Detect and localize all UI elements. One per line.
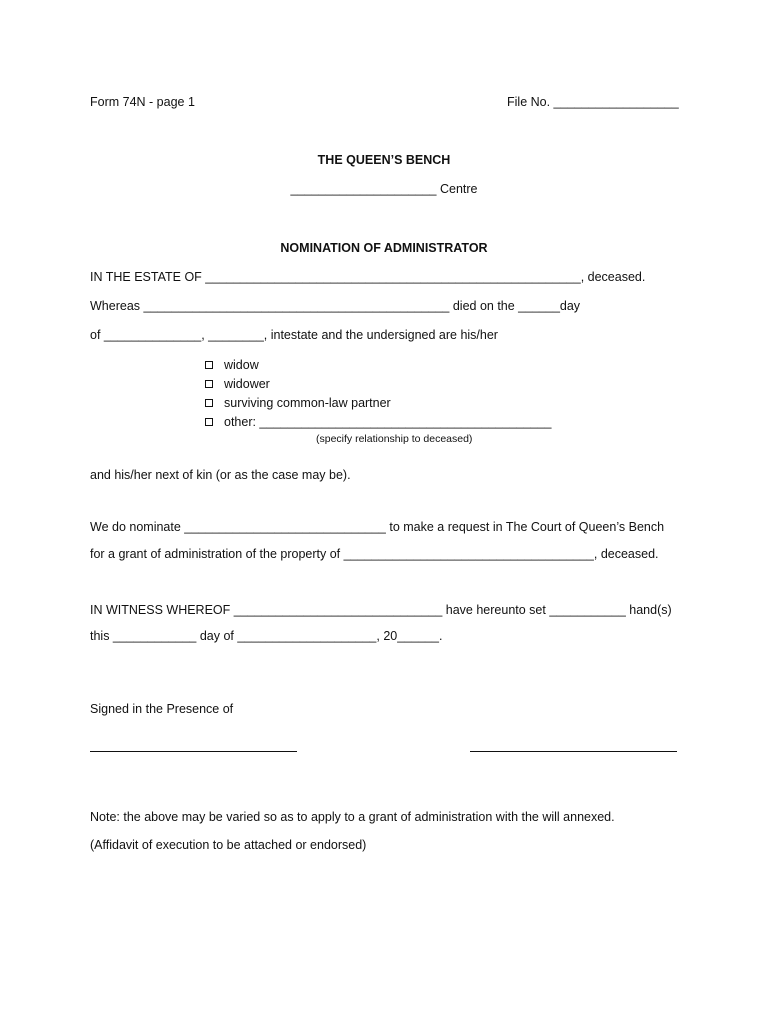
date-intestate-line[interactable]: of ______________, ________, intestate and the undersigned are his/her — [90, 328, 498, 342]
date-line[interactable]: this ____________ day of ____________________, 20______. — [90, 629, 443, 643]
checklist-label[interactable]: other: __________________________________________ — [224, 414, 552, 429]
next-of-kin-line: and his/her next of kin (or as the case may be). — [90, 468, 351, 482]
court-name: THE QUEEN’S BENCH — [317, 153, 451, 167]
signatory-signature-line[interactable] — [470, 751, 677, 752]
document-title: NOMINATION OF ADMINISTRATOR — [280, 241, 488, 255]
checkbox[interactable] — [205, 399, 213, 407]
specify-relationship-note: (specify relationship to deceased) — [316, 433, 473, 445]
checklist-item-common-law-partner[interactable] — [205, 393, 551, 412]
estate-line[interactable]: IN THE ESTATE OF ______________________________________________________, deceased. — [90, 270, 646, 284]
file-number-field[interactable]: File No. __________________ — [507, 95, 679, 109]
checklist-item-other[interactable] — [205, 412, 551, 431]
checklist-label: widower — [224, 376, 270, 391]
checklist-item-widower[interactable] — [205, 374, 551, 393]
nominate-line[interactable]: We do nominate _____________________________ to make a request in The Court of Queen’s Bench — [90, 520, 665, 534]
affidavit-note: (Affidavit of execution to be attached or endorsed) — [90, 838, 367, 852]
checkbox[interactable] — [205, 361, 213, 369]
form-label: Form 74N - page 1 — [90, 95, 195, 109]
checklist-label: widow — [224, 357, 259, 372]
relationship-checklist — [205, 355, 551, 431]
whereas-line[interactable]: Whereas ____________________________________________ died on the ______day — [90, 299, 581, 313]
checklist-item-widow[interactable] — [205, 355, 551, 374]
checklist-label: surviving common-law partner — [224, 395, 391, 410]
note-line: Note: the above may be varied so as to apply to a grant of administration with the will annexed. — [90, 810, 615, 824]
centre-field[interactable]: _____________________ Centre — [290, 182, 478, 196]
checkbox[interactable] — [205, 418, 213, 426]
witness-signature-line[interactable] — [90, 751, 297, 752]
witness-line[interactable]: IN WITNESS WHEREOF ______________________________ have hereunto set ___________ hand(s) — [90, 603, 672, 617]
checkbox[interactable] — [205, 380, 213, 388]
signed-presence-label: Signed in the Presence of — [90, 702, 234, 716]
grant-line[interactable]: for a grant of administration of the property of ____________________________________, deceased. — [90, 547, 659, 561]
